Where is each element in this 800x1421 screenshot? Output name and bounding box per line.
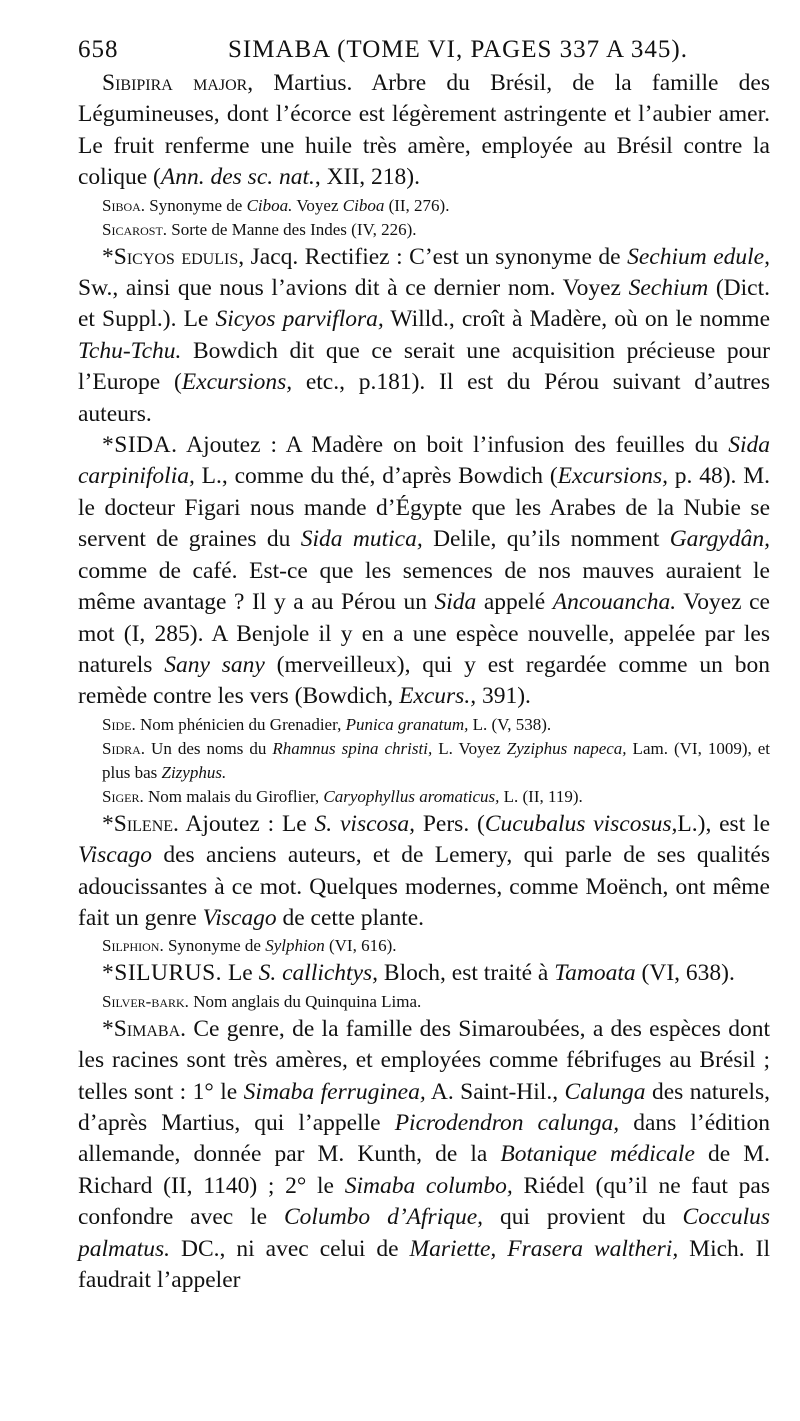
entry-head: Sicarost. [102, 219, 168, 239]
entry-italic: Viscago [202, 904, 277, 931]
entry-head: Silphion. [102, 936, 164, 956]
entry-text: dans l’édition allemande, donnée par M. Kunth, de la [78, 1109, 770, 1168]
entry-text: des anciens auteurs, et de Lemery, qui parle de ses qualités adoucissantes à ce mot. Quelques modernes, comme Moënch, ont même fait un genre [78, 842, 770, 931]
entry-text: Martius. Arbre du Brésil, de la famille des Légumineuses, dont l’écorce est légèrement astringente et l’aubier amer. Le fruit renferme une huile très amère, employée au Brésil contre la colique ( [78, 70, 770, 191]
entry-text: Riédel (qu’il ne faut pas confondre avec le [78, 1172, 770, 1231]
entry-text: Delile, qu’ils nomment [422, 526, 670, 553]
entry-italic: Simaba ferruginea, [243, 1078, 426, 1105]
entry-head: Sibipira major, [102, 70, 254, 96]
entry-italic: Punica granatum, [345, 714, 469, 734]
entry-text: Voyez ce mot (I, 285). A Benjole il y en a une espèce nouvelle, appelée par les naturels [78, 589, 770, 678]
entry-text: Le [222, 960, 259, 987]
entry-head: *Silene. [102, 810, 179, 837]
entry-text: Un des noms du [145, 738, 273, 758]
entry-text: L., comme du thé, d’après Bowdich ( [194, 463, 558, 490]
entry-text: de M. Richard (II, 1140) ; 2° le [78, 1141, 770, 1199]
entry-sidra [102, 737, 770, 785]
page-number: 658 [78, 36, 119, 63]
entry-text: L. (II, 119). [499, 786, 583, 806]
entry-silver-bark [102, 990, 770, 1014]
entry-sicarost [102, 218, 770, 242]
entry-text: L. (V, 538). [468, 714, 552, 734]
entry-head: Sidra. [102, 738, 146, 758]
entry-siger [102, 785, 770, 809]
entry-italic: Mariette, [409, 1235, 497, 1262]
entry-text: de cette plante. [276, 904, 425, 931]
entry-italic: Zyziphus napeca, [506, 738, 627, 758]
entry-text: Nom anglais du Quinquina Lima. [188, 991, 422, 1011]
entry-text: L.), est le [677, 810, 771, 837]
entry-italic: Tchu-Tchu. [78, 337, 182, 364]
entry-italic: Excursions, [557, 463, 668, 490]
entry-italic: S. viscosa, [314, 810, 416, 837]
entry-italic: Calunga [564, 1078, 646, 1105]
entry-text: 391). [476, 683, 531, 710]
entry-italic: S. callichtys, [258, 960, 379, 987]
entry-text: (Dict. et Suppl.). Le [78, 275, 770, 333]
entry-italic: Ancouancha. [552, 589, 677, 616]
entry-text: Ajoutez : Le [178, 810, 315, 837]
entry-text: comme de café. Est-ce que les semences de nos mauves auraient le même avantage ? Il y a au Pérou un [78, 557, 770, 616]
entry-text: etc., p.181). Il est du Pérou suivant d’autres auteurs. [78, 369, 770, 427]
entry-head: Siboa. [102, 195, 146, 215]
entry-italic: Rhamnus spina christi, [272, 738, 433, 758]
entry-text: Synonyme de [163, 936, 266, 956]
entry-text: Sorte de Manne des Indes (IV, 226). [167, 219, 417, 239]
entry-italic: Sechium [628, 275, 709, 302]
entry-text: Voyez [292, 195, 343, 215]
entry-text: L. Voyez [432, 738, 507, 758]
entry-text: Pers. ( [415, 810, 485, 837]
entry-italic: Sida mutica, [300, 526, 423, 553]
entry-italic: Cucubalus viscosus, [484, 810, 678, 837]
entry-text: qui provient du [483, 1204, 683, 1231]
entry-italic: Sida [434, 589, 477, 616]
entry-sibipira [78, 68, 770, 194]
entry-text: Ajoutez : A Madère on boit l’infusion des feuilles du [177, 432, 729, 459]
entry-italic: Caryophyllus aromaticus, [323, 786, 500, 806]
entry-text: (merveilleux), qui y est regardée comme un bon remède contre les vers (Bowdich, [78, 651, 771, 710]
entry-text: Synonyme de [145, 195, 247, 215]
running-head: SIMABA (TOME VI, PAGES 337 A 345). [228, 36, 689, 63]
entry-italic: Sany sany [164, 651, 265, 678]
entry-silphion [102, 934, 770, 958]
entry-italic: Botanique médicale [500, 1141, 695, 1168]
entry-text [496, 1236, 507, 1262]
entry-head: *SIDA. [102, 432, 178, 459]
entry-siboa [102, 194, 770, 218]
entry-text: Lam. (VI, 1009), et plus bas [102, 738, 771, 782]
entry-italic: Cocculus palmatus. [78, 1204, 770, 1262]
entry-text: (II, 276). [384, 195, 450, 215]
entry-text: Willd., croît à Madère, où on le nomme [383, 306, 770, 333]
entry-text: , XII, 218). [314, 164, 420, 191]
entry-italic: Excurs., [399, 683, 477, 710]
entry-text: p. 48). M. le docteur Figari nous mande d’Égypte que les Arabes de la Nubie se servent de graines du [78, 463, 770, 553]
entry-italic: Gargydân, [669, 526, 770, 553]
entry-head: *Sicyos edulis, [102, 243, 245, 270]
entry-italic: Simaba columbo, [344, 1172, 513, 1199]
entry-italic: Ann. des sc. nat. [160, 164, 315, 191]
entry-head: Silver-bark. [102, 991, 189, 1011]
entry-silurus [78, 958, 770, 989]
entry-head: Side. [102, 714, 136, 734]
entry-italic: Frasera waltheri, [507, 1235, 679, 1262]
entry-side [102, 713, 770, 737]
entry-sida [78, 430, 770, 713]
page-header [78, 36, 770, 64]
entry-head: *SILURUS. [102, 960, 223, 987]
entry-text: Jacq. Rectifiez : C’est un synonyme de [244, 243, 628, 270]
entry-italic: Sida carpinifolia, [78, 432, 770, 490]
entry-text: Nom malais du Giroflier, [143, 786, 324, 806]
entry-text: DC., ni avec celui de [170, 1235, 410, 1262]
entry-italic: Ciboa. [246, 195, 293, 215]
entry-italic: Tamoata [554, 960, 636, 987]
entry-text: Bloch, est traité à [378, 960, 555, 987]
entry-text: Ce genre, de la famille des Simaroubées, a des espèces dont les racines sont très amères, et employées comme fébrifuges au Brésil ; telles sont : 1° le [78, 1015, 770, 1105]
entry-italic: Sicyos parviflora, [215, 306, 384, 333]
entry-text: A. Saint-Hil., [425, 1078, 565, 1105]
entry-head: *Simaba. [102, 1015, 187, 1042]
entry-text: appelé [476, 589, 553, 616]
entry-italic: Sechium edule, [627, 243, 770, 270]
entry-text: Bowdich dit que ce serait une acquisition précieuse pour l’Europe ( [78, 337, 770, 396]
entry-text: Nom phénicien du Grenadier, [135, 714, 346, 734]
entry-italic: Columbo d’Afrique, [284, 1204, 484, 1231]
entry-head: Siger. [102, 786, 144, 806]
entry-simaba [78, 1014, 770, 1297]
entry-italic: Sylphion [265, 936, 325, 956]
entry-italic: Zizyphus. [161, 762, 227, 782]
entry-italic: Ciboa [342, 195, 385, 215]
entry-text: des naturels, d’après Martius, qui l’appelle [78, 1078, 771, 1136]
entry-italic: Picrodendron calunga, [394, 1109, 620, 1136]
entry-text: Mich. Il faudrait l’appeler [78, 1235, 770, 1293]
entry-text: Sw., ainsi que nous l’avions dit à ce dernier nom. Voyez [78, 275, 629, 302]
entry-text: (VI, 616). [324, 936, 397, 956]
entry-italic: Excursions, [181, 369, 293, 396]
entry-text: (VI, 638). [635, 960, 735, 987]
entry-silene [78, 809, 770, 935]
entry-sicyos [78, 242, 770, 430]
entry-italic: Viscago [78, 842, 152, 869]
